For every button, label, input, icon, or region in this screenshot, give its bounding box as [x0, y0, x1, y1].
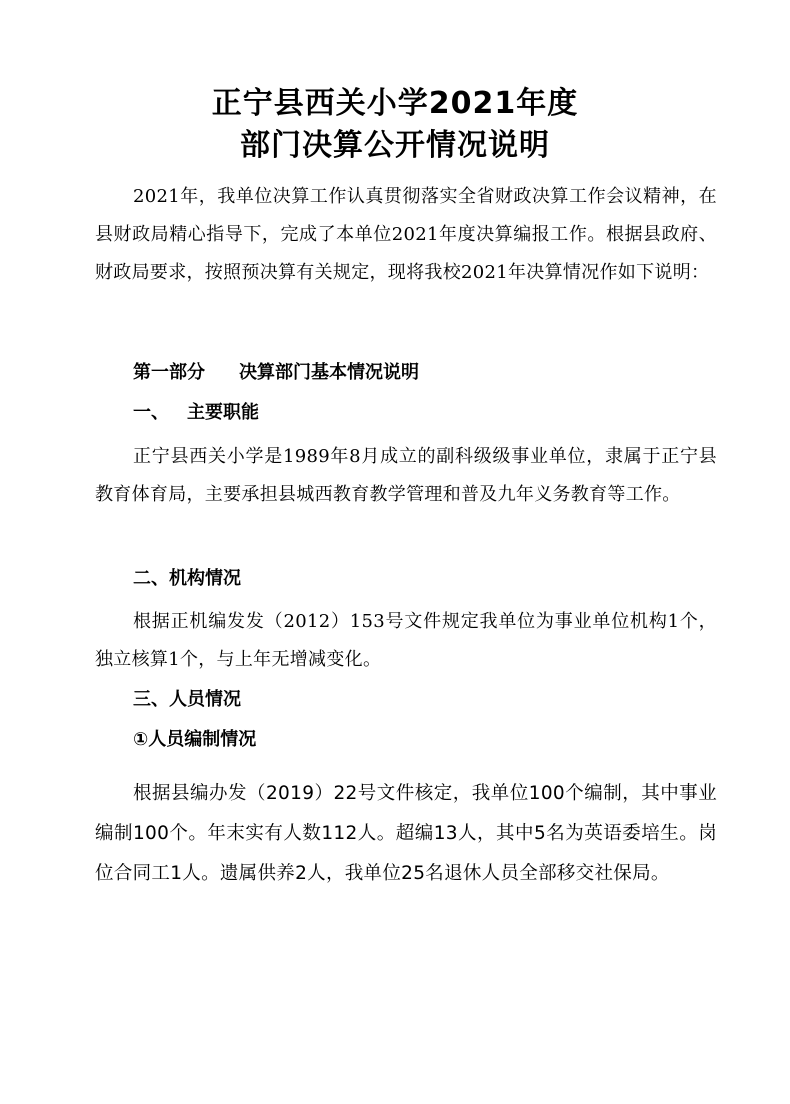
section1-paragraph: 正宁县西关小学是1989年8月成立的副科级级事业单位，隶属于正宁县教育体育局，主要承担县城西教育教学管理和普及九年义务教育等工作。	[95, 446, 717, 505]
part1-heading	[133, 358, 419, 388]
section1-heading	[133, 398, 259, 428]
part1-title: 决算部门基本情况说明	[239, 362, 419, 383]
section2-heading: 二、机构情况	[133, 568, 241, 589]
section3-heading: 三、人员情况	[133, 689, 241, 710]
intro-paragraph: 2021年，我单位决算工作认真贯彻落实全省财政决算工作会议精神，在县财政局精心指导下，完成了本单位2021年度决算编报工作。根据县政府、财政局要求，按照预决算有关规定，现将我校2021年决算情况作如下说明：	[95, 186, 717, 283]
document-title-line1: 正宁县西关小学2021年度	[211, 86, 579, 121]
subsection1-heading: ①人员编制情况	[133, 729, 257, 750]
section1-number: 一、	[133, 402, 169, 423]
section2-paragraph: 根据正机编发发（2012）153号文件规定我单位为事业单位机构1个，独立核算1个，与上年无增减变化。	[95, 611, 717, 670]
section1-title: 主要职能	[187, 402, 259, 423]
subsection1-paragraph: 根据县编办发（2019）22号文件核定，我单位100个编制，其中事业编制100个。年末实有人数112人。超编13人，其中5名为英语委培生。岗位合同工1人。遗属供养2人，我单位25名退休人员全部移交社保局。	[95, 783, 718, 884]
document-title-line2: 部门决算公开情况说明	[240, 128, 550, 163]
part1-label: 第一部分	[133, 362, 205, 383]
